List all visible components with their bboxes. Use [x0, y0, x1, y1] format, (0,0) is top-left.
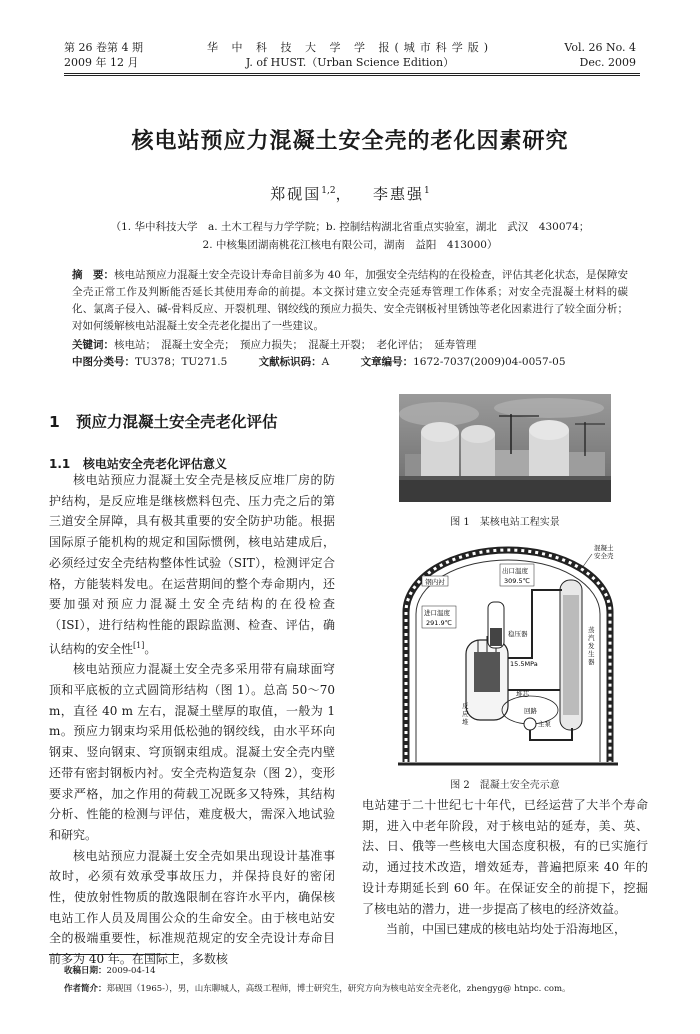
paragraph: 核电站预应力混凝土安全壳多采用带有扁球面穹顶和平底板的立式圆筒形结构（图 1）。总高 50～70 m，直径 40 m 左右，混凝土壁厚的取值，一般为 1 m。预应力钢束均采用低松弛的钢绞线，由水平环向钢束、竖向钢束、穹顶钢束组成。混凝土安全壳内壁还带有密封钢板内衬。安全壳构造复杂（图 2），变形要求严格，加之作用的荷载工况既多又特殊，其结构分析、性能的检测与评估，难度极大，需深入地试验和研究。 — [49, 662, 335, 842]
footnote-rule — [49, 954, 179, 955]
issue-date: 2009 年 12 月 — [64, 56, 139, 69]
label-core: 堆芯 — [516, 690, 529, 698]
paragraph-end: 。 — [144, 641, 157, 656]
affiliations — [80, 218, 620, 254]
journal-name-cn: 华 中 科 技 大 学 学 报(城市科学版) — [206, 41, 494, 54]
label-steam-generator: 蒸汽发生器 — [588, 626, 595, 666]
received-label: 收稿日期： — [64, 966, 107, 976]
abstract — [72, 267, 628, 335]
label-outlet-temp: 309.5℃ — [504, 577, 530, 585]
received-value: 2009-04-14 — [106, 966, 156, 976]
volume-issue: 第 26 卷第 4 期 — [64, 41, 143, 54]
author-1: 郑砚国 — [270, 185, 322, 203]
author-line — [0, 183, 700, 204]
header-rule-2 — [64, 75, 640, 76]
label-inlet: 进口温度 — [424, 609, 450, 617]
label-pressure: 15.5MPa — [510, 660, 538, 668]
section-title: 预应力混凝土安全壳老化评估 — [76, 413, 278, 431]
paper-title: 核电站预应力混凝土安全壳的老化因素研究 — [131, 129, 569, 154]
label-liner: 钢内衬 — [425, 578, 445, 586]
label-reactor: 反应堆 — [462, 702, 469, 726]
paragraph-text: 核电站预应力混凝土安全壳是核反应堆厂房的防护结构，是反应堆是继核燃料包壳、压力壳之后的第三道安全屏障，具有极其重要的安全防护功能。根据国际原子能机构的规定和国际惯例，核电站建成后，必须经过安全壳结构整体性试验（SIT），检测评定合格，方能装料发电。在运营期间的整个寿命期内，还要加强对预应力混凝土安全壳结构的在役检查（ISI），进行结构性能的跟踪监测、检查、评估，确认结构的安全性 — [49, 473, 335, 656]
author-2-affil: 1 — [423, 186, 430, 196]
paragraph — [49, 470, 335, 659]
author-bio-label: 作者简介： — [64, 984, 107, 994]
doc-code: A — [321, 356, 330, 368]
author-bio-text: 郑砚国（1965-），男，山东聊城人，高级工程师，博士研究生，研究方向为核电站安全壳老化，zhengyg@ htnpc. com。 — [106, 984, 571, 994]
doc-code-label: 文献标识码： — [258, 356, 322, 368]
header-rule — [64, 73, 640, 74]
journal-name-en: J. of HUST.（Urban Science Edition） — [245, 56, 455, 69]
figure-1-photo — [399, 394, 611, 502]
classification-line — [72, 354, 628, 371]
author-separator: ， — [335, 185, 353, 203]
keywords-label: 关键词： — [72, 339, 114, 351]
label-containment-wall: 混凝土安全壳 — [594, 544, 614, 560]
label-pump: 主泵 — [538, 720, 551, 728]
label-pressurizer: 稳压器 — [508, 630, 528, 638]
label-outlet: 出口温度 — [502, 567, 528, 575]
figure-2-caption: 图 2 混凝土安全壳示意 — [450, 780, 560, 791]
figure-1-caption: 图 1 某核电站工程实景 — [450, 517, 560, 528]
clc-number: TU378；TU271.5 — [135, 356, 228, 368]
abstract-text: 核电站预应力混凝土安全壳设计寿命目前多为 40 年，加强安全壳结构的在役检查，评估其老化状态，是保障安全壳正常工作及判断能否延长其使用寿命的前提。本文探讨建立安全壳延寿管理工作体系；对安全壳混凝土材料的碳化、氯离子侵入、碱-骨料反应、开裂机理、钢绞线的预应力损失、安全壳钢板衬里锈蚀等老化因素进行了较全面分析；对如何缓解核电站混凝土安全壳老化提出了一些建议。 — [72, 269, 628, 332]
affiliation-2: 2. 中核集团湖南桃花江核电有限公司，湖南 益阳 413000） — [202, 239, 498, 251]
citation: [1] — [133, 640, 145, 650]
body-left-column — [49, 470, 335, 970]
section-heading — [49, 410, 278, 432]
clc-label: 中图分类号： — [72, 356, 135, 368]
affiliation-1: （1. 华中科技大学 a. 土木工程与力学学院；b. 控制结构湖北省重点实验室，湖北 武汉 430074； — [110, 221, 590, 233]
body-right-column — [362, 795, 648, 940]
article-number: 1672-7037(2009)04-0057-05 — [413, 356, 566, 368]
author-bio — [64, 980, 644, 998]
author-2: 李惠强 — [372, 185, 424, 203]
subsection-number: 1.1 — [49, 457, 71, 471]
volume-en: Vol. 26 No. 4 — [564, 41, 636, 54]
subsection-title: 核电站安全壳老化评估意义 — [82, 457, 227, 471]
journal-volume-en — [564, 40, 636, 70]
article-number-label: 文章编号： — [360, 356, 414, 368]
section-number: 1 — [49, 413, 60, 431]
received-date — [64, 962, 644, 980]
date-en: Dec. 2009 — [579, 56, 636, 69]
keywords — [72, 337, 628, 354]
label-loop: 回路 — [524, 707, 537, 715]
containment-diagram — [392, 540, 624, 770]
author-1-affil: 1,2 — [321, 186, 336, 196]
paragraph: 电站建于二十世纪七十年代，已经运营了大半个寿命期，进入中老年阶段，对于核电站的延寿，美、英、法、日、俄等一些核电大国态度积极，有的已实施行动，通过技术改造，增效延寿，普遍把原来 40 年的设计寿期延长到 60 年。在保证安全的前提下，挖掘了核电站的潜力，进一步提高了核电的经济效益。 — [362, 798, 648, 916]
footnote — [64, 962, 644, 998]
paragraph: 当前，中国已建成的核电站均处于沿海地区， — [386, 922, 627, 937]
paragraph: 核电站预应力混凝土安全壳如果出现设计基准事故时，必须有效承受事故压力，并保持良好的密闭性，使放射性物质的散逸限制在容许水平内，确保核电站工作人员及周围公众的生命安全。由于核电站安全的极端重要性，标准规范规定的安全壳设计寿命目前多为 40 年。在国际上，多数核 — [49, 848, 335, 967]
figure-2-diagram — [392, 540, 624, 770]
keywords-text: 核电站； 混凝土安全壳； 预应力损失； 混凝土开裂； 老化评估； 延寿管理 — [114, 339, 477, 351]
abstract-label: 摘 要： — [72, 269, 115, 281]
label-inlet-temp: 291.9℃ — [426, 619, 452, 627]
plant-photo — [399, 394, 611, 502]
